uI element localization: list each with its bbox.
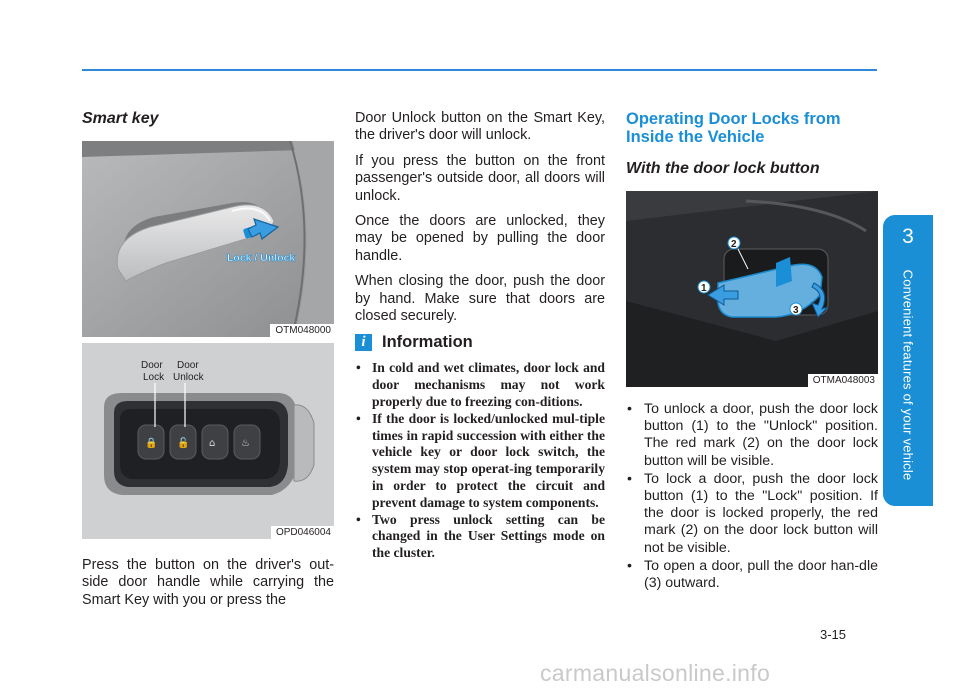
column-middle [355,110,605,562]
section-heading-door-locks: Operating Door Locks from Inside the Vehicle [626,110,841,146]
figure-inside-door-handle [626,191,878,387]
figure-code-2: OPD046004 [271,526,334,539]
list-item: • To unlock a door, push the door lock button (1) to the "Unlock" position. The red mark (2) on the door lock button will be visible. [626,401,878,470]
door-unlock-label-line1: Door [177,360,199,371]
watermark: carmanualsonline.info [540,660,771,686]
info-icon: i [355,334,372,351]
door-lock-label-line1: Door [141,360,163,371]
list-item: • To open a door, pull the door han-dle (3) outward. [626,558,878,592]
header-rule [82,69,877,71]
instruction-list [626,401,878,592]
information-list [355,360,605,562]
smart-key-illustration [82,343,334,539]
door-unlock-label-line2: Unlock [173,372,204,383]
trunk-button-icon: ⌂ [209,438,216,449]
body-paragraph: If you press the button on the front passenger's outside door, all doors will unlock. [355,152,605,204]
chapter-title: Convenient features of your vehicle [900,269,916,481]
body-paragraph: Press the button on the driver's out-side door handle while carrying the Smart Key with you or press the [82,557,334,608]
figure-code-1: OTM048000 [270,324,334,337]
figure-door-handle [82,141,334,337]
door-lock-label-line2: Lock [143,372,165,383]
body-paragraph: Once the doors are unlocked, they may be opened by pulling the door handle. [355,213,605,264]
figure-smart-key [82,343,334,539]
information-title: Information [382,333,473,352]
body-paragraph: When closing the door, push the door by hand. Make sure that doors are closed securely. [355,273,605,325]
section-heading-smart-key: Smart key [82,110,159,127]
door-handle-illustration [82,141,334,337]
list-item: • If the door is locked/unlocked mul-tiple times in rapid succession with either the vehicle key or door lock switch, the system may stop operat-ing temporarily in order to protect the circuit and prevent damage to system components. [355,411,605,512]
body-paragraph: Door Unlock button on the Smart Key, the driver's door will unlock. [355,110,605,144]
list-item: • In cold and wet climates, door lock and door mechanisms may not work properly due to freezing con-ditions. [355,360,605,410]
chapter-tab [883,215,933,506]
remote-start-icon: ♨ [241,438,250,449]
marker-3: 3 [793,305,799,316]
subheading-door-lock-button: With the door lock button [626,160,820,177]
chapter-number: 3 [902,225,914,248]
lock-unlock-label: Lock / Unlock [227,252,296,264]
figure-code-3: OTMA048003 [808,374,878,387]
unlock-button-icon: 🔓 [177,438,190,449]
inside-door-illustration [626,191,878,387]
lock-button-icon: 🔒 [145,438,158,449]
information-header [355,333,605,352]
marker-1: 1 [701,283,707,294]
page-number: 3-15 [820,627,847,642]
marker-2: 2 [731,239,737,250]
list-item: • Two press unlock setting can be changed in the User Settings mode on the cluster. [355,512,605,562]
column-right [626,110,878,593]
column-left [82,110,334,617]
list-item: • To lock a door, push the door lock button (1) to the "Lock" position. If the door is locked properly, the red mark (2) on the door lock button will not be visible. [626,471,878,557]
